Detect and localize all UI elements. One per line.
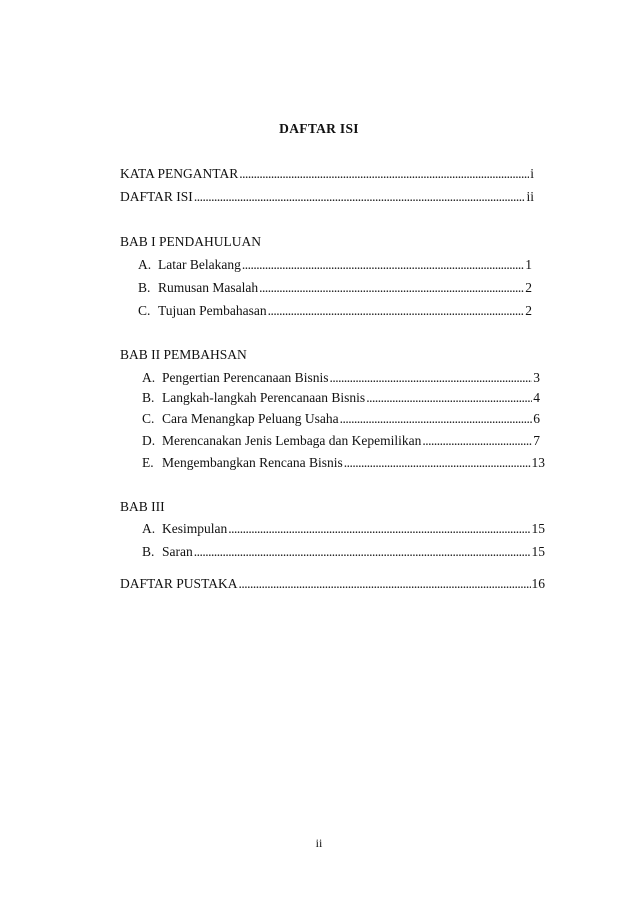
page-number-footer: ii	[315, 836, 323, 850]
toc-entry-page: 6	[533, 411, 540, 426]
toc-entry-label: Pengertian Perencanaan Bisnis	[162, 370, 329, 385]
toc-entry-page: 1	[525, 257, 532, 272]
item-letter: C.	[138, 303, 151, 318]
item-letter: B.	[142, 390, 155, 405]
toc-entry-page: 15	[531, 521, 545, 536]
toc-entry-langkah[interactable]	[142, 389, 540, 406]
toc-entry-label: DAFTAR PUSTAKA	[120, 576, 238, 591]
toc-entry-label: Rumusan Masalah	[158, 280, 259, 295]
bab2-heading: BAB II PEMBAHSAN	[120, 347, 247, 362]
dot-leader	[259, 279, 524, 296]
dot-leader	[242, 256, 524, 273]
dot-leader	[329, 369, 532, 386]
toc-entry-page: 3	[533, 370, 540, 385]
bab3-heading: BAB III	[120, 499, 165, 514]
item-letter: A.	[142, 521, 156, 536]
toc-entry-page: 15	[531, 544, 545, 559]
item-letter: A.	[138, 257, 152, 272]
dot-leader	[194, 188, 526, 205]
dot-leader	[422, 432, 532, 449]
toc-entry-latar-belakang[interactable]	[138, 256, 532, 273]
dot-leader	[228, 520, 530, 537]
item-letter: B.	[138, 280, 151, 295]
item-letter: A.	[142, 370, 156, 385]
dot-leader	[344, 454, 531, 471]
toc-entry-daftar-isi[interactable]	[120, 188, 534, 205]
toc-entry-label: Cara Menangkap Peluang Usaha	[162, 411, 339, 426]
toc-entry-page: 2	[525, 303, 532, 318]
bab1-heading: BAB I PENDAHULUAN	[120, 234, 261, 249]
dot-leader	[366, 389, 532, 406]
toc-entry-mengembangkan[interactable]	[142, 454, 545, 471]
toc-entry-label: Saran	[162, 544, 193, 559]
toc-entry-page: 7	[533, 433, 540, 448]
toc-entry-saran[interactable]	[142, 543, 545, 560]
toc-entry-label: Kesimpulan	[162, 521, 228, 536]
dot-leader	[238, 575, 530, 592]
toc-entry-page: 2	[525, 280, 532, 295]
toc-entry-kata-pengantar[interactable]	[120, 165, 534, 182]
toc-entry-rumusan-masalah[interactable]	[138, 279, 532, 296]
toc-entry-label: Langkah-langkah Perencanaan Bisnis	[162, 390, 366, 405]
toc-entry-kesimpulan[interactable]	[142, 520, 545, 537]
dot-leader	[194, 543, 531, 560]
item-letter: C.	[142, 411, 155, 426]
toc-entry-label: Merencanakan Jenis Lembaga dan Kepemilikan	[162, 433, 422, 448]
toc-entry-page: ii	[526, 189, 534, 204]
dot-leader	[268, 302, 525, 319]
item-letter: B.	[142, 544, 155, 559]
toc-entry-label: Mengembangkan Rencana Bisnis	[162, 455, 343, 470]
dot-leader	[239, 165, 529, 182]
toc-entry-daftar-pustaka[interactable]	[120, 575, 545, 592]
toc-entry-cara-menangkap[interactable]	[142, 410, 540, 427]
page-title: DAFTAR ISI	[279, 121, 359, 136]
dot-leader	[340, 410, 533, 427]
toc-entry-pengertian[interactable]	[142, 369, 540, 386]
toc-entry-page: 16	[531, 576, 545, 591]
toc-entry-merencanakan[interactable]	[142, 432, 540, 449]
toc-entry-label: Latar Belakang	[158, 257, 241, 272]
toc-entry-tujuan-pembahasan[interactable]	[138, 302, 532, 319]
toc-entry-page: i	[530, 166, 534, 181]
item-letter: E.	[142, 455, 154, 470]
toc-entry-label: Tujuan Pembahasan	[158, 303, 267, 318]
toc-entry-label: DAFTAR ISI	[120, 189, 193, 204]
item-letter: D.	[142, 433, 156, 448]
toc-entry-label: KATA PENGANTAR	[120, 166, 239, 181]
toc-entry-page: 13	[531, 455, 545, 470]
toc-entry-page: 4	[533, 390, 540, 405]
